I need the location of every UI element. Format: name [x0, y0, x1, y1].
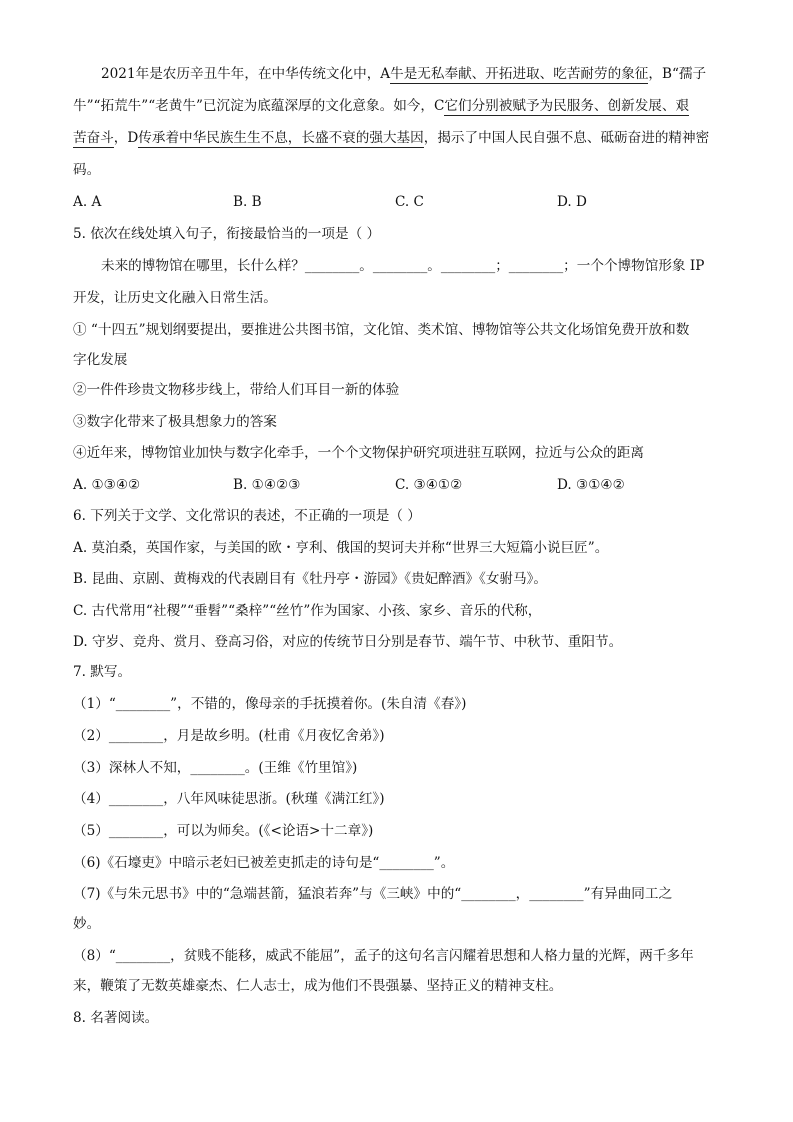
- q5-option-b[interactable]: B. ①④②③: [233, 477, 301, 493]
- q5-passage-1: 未来的博物馆在哪里，长什么样？________。________。________；________；一个个博物馆形象 IP: [101, 258, 705, 274]
- q7-item-7: （7)《与朱元思书》中的“急端甚箭，猛浪若奔”与《三峡》中的“________，________”有异曲同工之: [73, 886, 673, 902]
- q4-text: ，揭示了中国人民自强不息、砥砺奋进的精神密: [423, 130, 710, 146]
- q5-option-a[interactable]: A. ①③④②: [73, 477, 141, 493]
- q4-text: 牛”“拓荒牛”“老黄牛”已沉淀为底蕴深厚的文化意象。如今，C: [73, 98, 445, 114]
- q4-line-4: 码。: [73, 162, 101, 178]
- q7-item-1: （1）“________”，不错的，像母亲的手抚摸着你。(朱自清《春》): [73, 696, 467, 712]
- q4-option-b[interactable]: B. B: [233, 194, 262, 210]
- q7-item-8: （8）“________，贫贱不能移，威武不能屈”，孟子的这句名言闪耀着思想和人格力量的光辉，两千多年: [73, 948, 694, 964]
- q6-option-c[interactable]: C. 古代常用“社稷”“垂髫”“桑梓”“丝竹”作为国家、小孩、家乡、音乐的代称，: [73, 603, 542, 619]
- q8-title: 8. 名著阅读。: [73, 1010, 159, 1026]
- q7-item-2: （2）________，月是故乡明。(杜甫《月夜忆舍弟》): [73, 728, 385, 744]
- q4-underlined-d: 传承着中华民族生生不息，长盛不衰的强大基因: [138, 130, 424, 146]
- q4-underlined-c-end: 苦奋斗: [73, 130, 114, 146]
- q7-item-8-cont: 来，鞭策了无数英雄豪杰、仁人志士，成为他们不畏强暴、坚持正义的精神支柱。: [73, 978, 563, 994]
- q7-item-7-cont: 妙。: [73, 916, 101, 932]
- q4-text: 2021年是农历辛丑牛年，在中华传统文化中，A: [101, 66, 391, 82]
- q5-option-d[interactable]: D. ③①④②: [557, 477, 625, 493]
- q6-title: 6. 下列关于文学、文化常识的表述，不正确的一项是（ ）: [73, 508, 421, 524]
- q7-title: 7. 默写。: [73, 664, 132, 680]
- q4-line-1: [101, 64, 706, 84]
- q5-sentence-2: ②一件件珍贵文物移步线上，带给人们耳目一新的体验: [73, 382, 400, 398]
- q4-option-a[interactable]: A. A: [73, 194, 102, 210]
- q7-item-4: （4）________，八年风味徒思浙。(秋瑾《满江红》): [73, 791, 385, 807]
- q5-option-c[interactable]: C. ③④①②: [395, 477, 463, 493]
- q4-option-c[interactable]: C. C: [395, 194, 424, 210]
- q5-sentence-4: ④近年来，博物馆业加快与数字化牵手，一个个文物保护研究项进驻互联网，拉近与公众的距离: [73, 445, 644, 461]
- q4-text: ，B“孺子: [648, 66, 707, 82]
- q6-option-d[interactable]: D. 守岁、竞舟、赏月、登高习俗，对应的传统节日分别是春节、端午节、中秋节、重阳节。: [73, 634, 623, 650]
- q4-underlined-c: 它们分别被赋予为民服务、创新发展、艰: [444, 98, 690, 114]
- q4-option-d[interactable]: D. D: [557, 194, 587, 210]
- q7-item-3: （3）深林人不知，________。(王维《竹里馆》): [73, 760, 358, 776]
- q5-sentence-1-cont: 字化发展: [73, 352, 128, 368]
- q5-passage-2: 开发，让历史文化融入日常生活。: [73, 290, 277, 306]
- q5-title: 5. 依次在线处填入句子，衔接最恰当的一项是（ ）: [73, 226, 381, 242]
- q7-item-6: （6)《石壕吏》中暗示老妇已被差吏抓走的诗句是“________”。: [73, 855, 455, 871]
- q4-underlined-a: 牛是无私奉献、开拓进取、吃苦耐劳的象征: [390, 66, 649, 82]
- q5-sentence-3: ③数字化带来了极具想象力的答案: [73, 414, 277, 430]
- q7-item-5: （5）________，可以为师矣。(《<论语>十二章》): [73, 823, 374, 839]
- q6-option-b[interactable]: B. 昆曲、京剧、黄梅戏的代表剧目有《牡丹亭・游园》《贵妃醉酒》《女驸马》。: [73, 571, 548, 587]
- q4-line-2: [73, 96, 689, 116]
- q6-option-a[interactable]: A. 莫泊桑，英国作家，与美国的欧・亨利、俄国的契诃夫并称“世界三大短篇小说巨匠”。: [73, 540, 609, 556]
- q4-text: ，D: [113, 130, 139, 146]
- q5-sentence-1: ① “十四五”规划纲要提出，要推进公共图书馆，文化馆、类术馆、博物馆等公共文化场馆免费开放和数: [73, 322, 690, 338]
- q4-line-3: [73, 128, 709, 148]
